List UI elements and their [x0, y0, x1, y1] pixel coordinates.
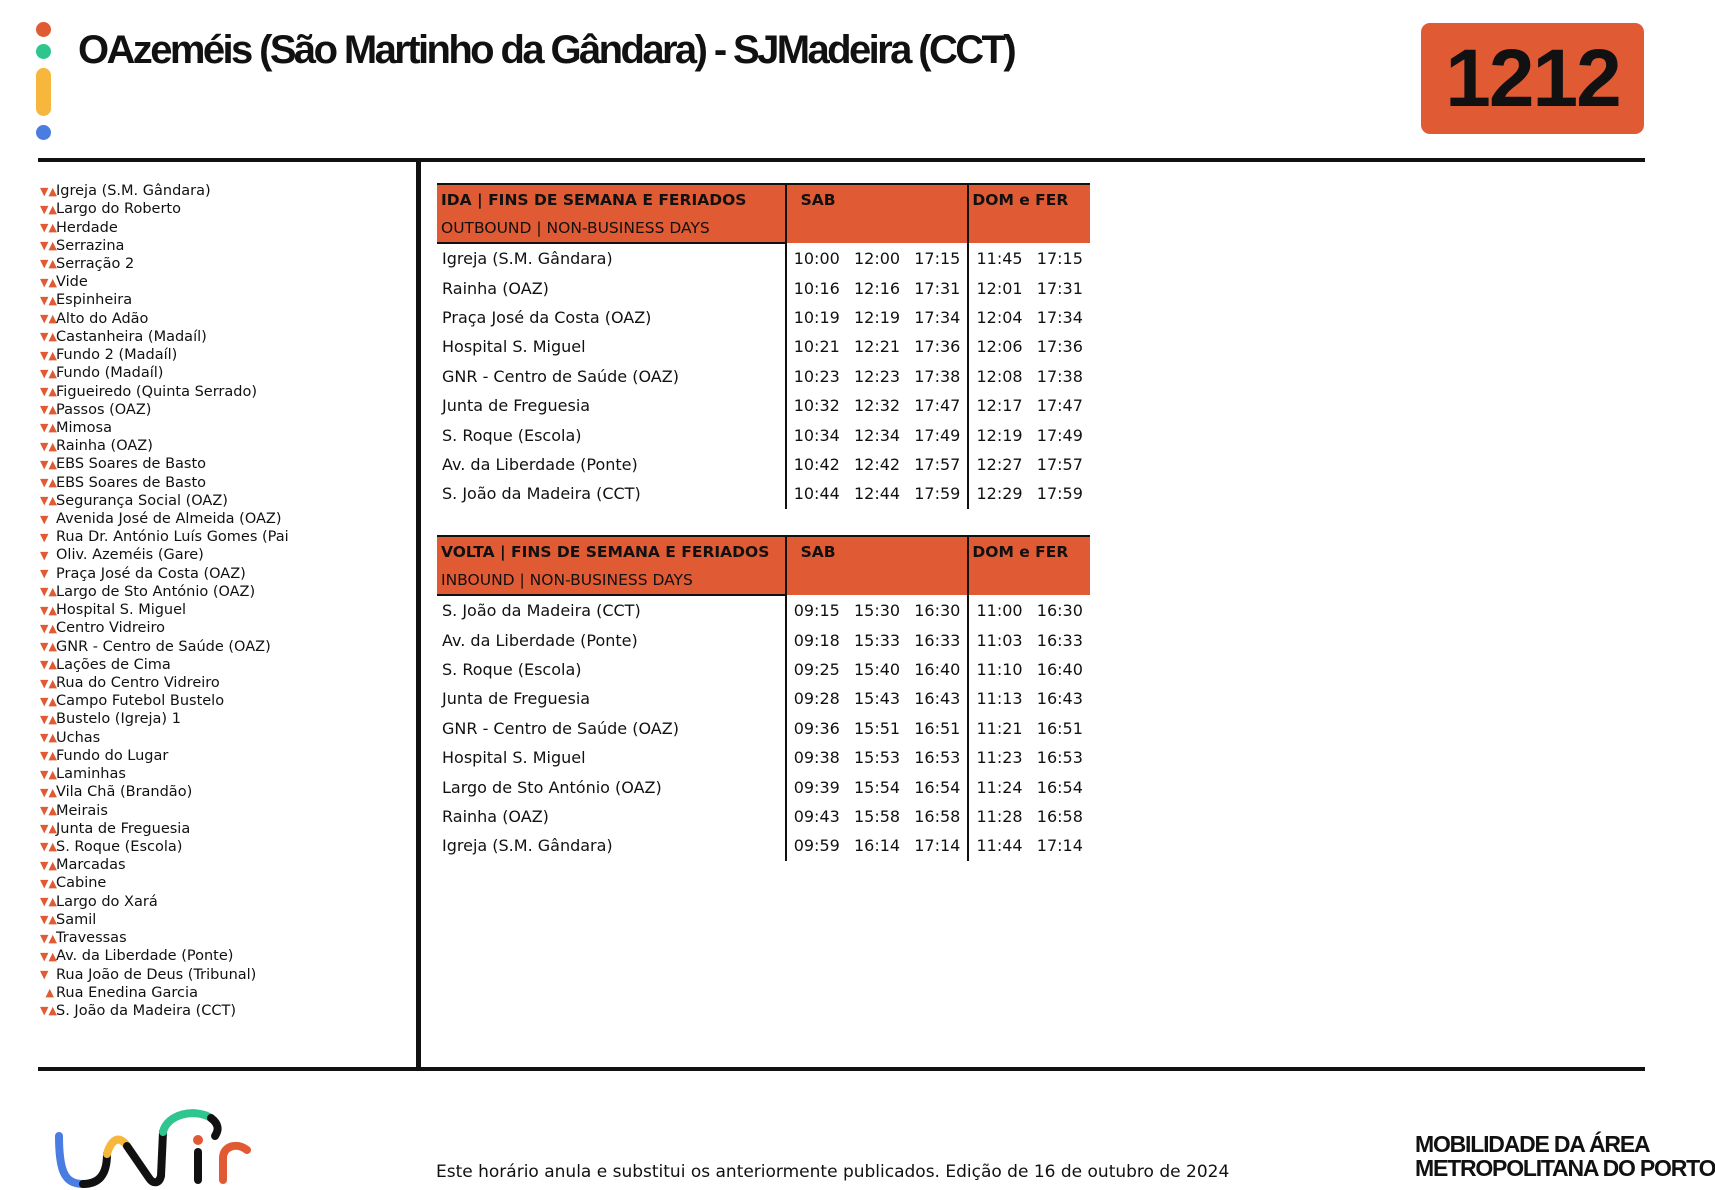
stop-name: Rua do Centro Vidreiro [56, 675, 220, 692]
time-cell-sab: 15:58 [853, 806, 901, 826]
time-cell-sab: 10:32 [786, 391, 847, 420]
stop-item [40, 218, 410, 236]
time-cell-dom: 12:08 [968, 362, 1029, 391]
direction-arrows-icon: ▼▲ [40, 494, 57, 508]
time-cell-dom: 11:10 [968, 655, 1029, 684]
stop-name: GNR - Centro de Saúde (OAZ) [56, 638, 271, 655]
brand-dots [36, 22, 52, 142]
stop-name: Lações de Cima [56, 656, 171, 673]
row-stop-name: Junta de Freguesia [442, 396, 591, 416]
direction-arrows-icon: ▼▲ [40, 913, 57, 927]
time-cell-dom: 16:54 [1036, 777, 1083, 797]
time-cell-sab: 12:23 [853, 366, 901, 386]
time-cell-dom: 11:45 [968, 243, 1029, 273]
direction-arrows-icon: ▼▲ [40, 184, 57, 198]
table-row [437, 595, 1090, 625]
time-cell-dom: 17:34 [1036, 307, 1083, 327]
stop-item [40, 328, 410, 346]
direction-arrows-icon: ▼▲ [40, 621, 57, 635]
outbound-col-dom: DOM e FER [968, 184, 1090, 243]
time-cell-sab: 09:38 [786, 743, 847, 772]
direction-arrows-icon: ▼▲ [40, 658, 57, 672]
direction-arrows-icon: ▼▲ [40, 366, 57, 380]
time-cell-sab: 10:16 [786, 273, 847, 302]
time-cell-dom: 11:24 [968, 772, 1029, 801]
stop-name: EBS Soares de Basto [56, 474, 207, 491]
stop-item [40, 965, 410, 983]
unir-logo [55, 1106, 260, 1188]
stop-name: Av. da Liberdade (Ponte) [56, 948, 234, 965]
time-cell-sab: 16:53 [914, 748, 961, 768]
brand-dot-yellow [36, 68, 51, 116]
time-cell-sab: 09:18 [786, 625, 847, 654]
stop-item [40, 419, 410, 437]
time-cell-dom: 17:49 [1036, 425, 1083, 445]
stop-item [40, 492, 410, 510]
stop-item [40, 856, 410, 874]
row-stop-name: Rainha (OAZ) [442, 278, 549, 298]
time-cell-sab: 12:44 [853, 484, 901, 504]
stop-item [40, 801, 410, 819]
time-cell-sab: 09:43 [786, 802, 847, 831]
stop-name: Samil [56, 911, 97, 928]
direction-arrows-icon: ▼▲ [40, 731, 57, 745]
table-row [437, 743, 1090, 772]
direction-arrows-icon: ▼▲ [40, 257, 57, 271]
brand-dot-blue [36, 125, 51, 140]
row-stop-name: S. João da Madeira (CCT) [442, 601, 641, 621]
direction-arrows-icon: ▼▲ [40, 931, 57, 945]
direction-arrows-icon: ▼▲ [40, 804, 57, 818]
row-stop-name: Praça José da Costa (OAZ) [442, 307, 652, 327]
time-cell-dom: 16:30 [1036, 600, 1083, 620]
direction-arrows-icon: ▼▲ [40, 785, 57, 799]
time-cell-sab: 17:34 [914, 307, 961, 327]
brand-dot-red [36, 22, 51, 37]
time-cell-sab: 10:34 [786, 420, 847, 449]
time-cell-dom: 11:44 [968, 831, 1029, 860]
stop-item [40, 182, 410, 200]
stop-item [40, 255, 410, 273]
time-cell-sab: 17:57 [914, 454, 961, 474]
time-cell-sab: 09:28 [786, 684, 847, 713]
stop-item [40, 565, 410, 583]
stop-name: Herdade [56, 219, 118, 236]
inbound-title: VOLTA | FINS DE SEMANA E FERIADOS [437, 536, 786, 566]
direction-arrows-icon: ▼▲ [40, 439, 57, 453]
time-cell-sab: 17:38 [914, 366, 961, 386]
stop-name: Vide [56, 274, 88, 291]
stop-name: Campo Futebol Bustelo [56, 693, 225, 710]
direction-arrows-icon: ▲ [40, 986, 54, 1000]
stop-item [40, 984, 410, 1002]
time-cell-sab: 09:36 [786, 714, 847, 743]
outbound-title: IDA | FINS DE SEMANA E FERIADOS [437, 184, 786, 214]
table-row [437, 332, 1090, 361]
stop-item [40, 528, 410, 546]
agency-name [1415, 1132, 1715, 1180]
stop-name: Passos (OAZ) [56, 401, 152, 418]
row-stop-name: S. Roque (Escola) [442, 659, 582, 679]
time-cell-dom: 12:01 [968, 273, 1029, 302]
row-stop-name: Rainha (OAZ) [442, 806, 549, 826]
direction-arrows-icon: ▼▲ [40, 293, 57, 307]
direction-arrows-icon: ▼ [40, 548, 49, 562]
stop-list [40, 182, 410, 1020]
time-cell-sab: 17:15 [914, 248, 961, 268]
inbound-col-sab: SAB [786, 536, 969, 595]
stop-name: Bustelo (Igreja) 1 [56, 711, 181, 728]
stop-item [40, 1002, 410, 1020]
row-stop-name: Hospital S. Miguel [442, 337, 586, 357]
time-cell-sab: 10:42 [786, 450, 847, 479]
time-cell-dom: 16:40 [1036, 659, 1083, 679]
direction-arrows-icon: ▼▲ [40, 858, 57, 872]
row-stop-name: Hospital S. Miguel [442, 748, 586, 768]
stop-name: Rua Dr. António Luís Gomes (Pai [56, 529, 289, 546]
time-cell-sab: 15:40 [853, 659, 901, 679]
table-row [437, 625, 1090, 654]
direction-arrows-icon: ▼▲ [40, 712, 57, 726]
stop-item [40, 783, 410, 801]
stop-item [40, 947, 410, 965]
time-cell-sab: 12:16 [853, 278, 901, 298]
time-cell-dom: 12:29 [968, 479, 1029, 508]
direction-arrows-icon: ▼ [40, 512, 49, 526]
time-cell-sab: 17:59 [914, 484, 961, 504]
time-cell-sab: 12:19 [853, 307, 901, 327]
table-row [437, 714, 1090, 743]
inbound-col-dom: DOM e FER [968, 536, 1090, 595]
stop-item [40, 692, 410, 710]
direction-arrows-icon: ▼▲ [40, 640, 57, 654]
stop-item [40, 583, 410, 601]
time-cell-dom: 11:13 [968, 684, 1029, 713]
table-row [437, 802, 1090, 831]
time-cell-dom: 17:38 [1036, 366, 1083, 386]
time-cell-sab: 10:00 [786, 243, 847, 273]
row-stop-name: GNR - Centro de Saúde (OAZ) [442, 718, 679, 738]
table-row [437, 362, 1090, 391]
row-stop-name: GNR - Centro de Saúde (OAZ) [442, 366, 679, 386]
direction-arrows-icon: ▼▲ [40, 330, 57, 344]
direction-arrows-icon: ▼▲ [40, 585, 57, 599]
time-cell-dom: 16:43 [1036, 689, 1083, 709]
time-cell-sab: 15:43 [853, 689, 901, 709]
stop-name: Largo do Xará [56, 893, 158, 910]
stop-item [40, 455, 410, 473]
time-cell-sab: 17:49 [914, 425, 961, 445]
row-stop-name: Igreja (S.M. Gândara) [442, 836, 613, 856]
stop-item [40, 893, 410, 911]
stop-name: Largo de Sto António (OAZ) [56, 583, 256, 600]
time-cell-sab: 12:34 [853, 425, 901, 445]
time-cell-dom: 17:47 [1036, 396, 1083, 416]
time-cell-sab: 10:23 [786, 362, 847, 391]
table-row [437, 420, 1090, 449]
time-cell-sab: 17:36 [914, 337, 961, 357]
time-cell-dom: 11:23 [968, 743, 1029, 772]
agency-line-1: MOBILIDADE DA ÁREA [1415, 1131, 1650, 1157]
stop-item [40, 619, 410, 637]
direction-arrows-icon: ▼▲ [40, 676, 57, 690]
stop-name: Fundo do Lugar [56, 747, 169, 764]
stop-item [40, 382, 410, 400]
time-cell-dom: 12:19 [968, 420, 1029, 449]
time-cell-sab: 10:44 [786, 479, 847, 508]
table-row [437, 303, 1090, 332]
stop-name: Rua Enedina Garcia [56, 984, 198, 1001]
table-row [437, 655, 1090, 684]
time-cell-dom: 11:03 [968, 625, 1029, 654]
stop-name: Rainha (OAZ) [56, 438, 153, 455]
inbound-timetable [437, 535, 1090, 861]
stop-item [40, 200, 410, 218]
stop-name: Espinheira [56, 292, 133, 309]
direction-arrows-icon: ▼▲ [40, 1004, 57, 1018]
time-cell-sab: 09:25 [786, 655, 847, 684]
time-cell-sab: 15:51 [853, 718, 901, 738]
time-cell-dom: 12:06 [968, 332, 1029, 361]
stop-name: Uchas [56, 729, 101, 746]
time-cell-sab: 16:43 [914, 689, 961, 709]
direction-arrows-icon: ▼▲ [40, 457, 57, 471]
time-cell-dom: 16:51 [1036, 718, 1083, 738]
direction-arrows-icon: ▼ [40, 530, 49, 544]
time-cell-sab: 16:51 [914, 718, 961, 738]
inbound-subtitle: INBOUND | NON-BUSINESS DAYS [437, 566, 786, 595]
table-row [437, 273, 1090, 302]
time-cell-dom: 17:36 [1036, 337, 1083, 357]
stop-name: Junta de Freguesia [56, 820, 191, 837]
time-cell-sab: 10:21 [786, 332, 847, 361]
bottom-divider [38, 1067, 1645, 1071]
stop-item [40, 291, 410, 309]
time-cell-sab: 17:14 [914, 836, 961, 856]
stop-item [40, 546, 410, 564]
time-cell-sab: 12:21 [853, 337, 901, 357]
time-cell-sab: 16:54 [914, 777, 961, 797]
row-stop-name: Largo de Sto António (OAZ) [442, 777, 662, 797]
time-cell-sab: 09:39 [786, 772, 847, 801]
stop-item [40, 601, 410, 619]
time-cell-dom: 17:14 [1036, 836, 1083, 856]
direction-arrows-icon: ▼▲ [40, 840, 57, 854]
stop-item [40, 747, 410, 765]
time-cell-dom: 16:58 [1036, 806, 1083, 826]
direction-arrows-icon: ▼▲ [40, 767, 57, 781]
table-row [437, 450, 1090, 479]
stop-item [40, 346, 410, 364]
stop-name: Laminhas [56, 766, 126, 783]
direction-arrows-icon: ▼ [40, 968, 49, 982]
stop-name: Fundo (Madaíl) [56, 365, 164, 382]
stop-item [40, 674, 410, 692]
row-stop-name: S. João da Madeira (CCT) [442, 484, 641, 504]
stop-item [40, 273, 410, 291]
stop-item [40, 729, 410, 747]
time-cell-dom: 17:59 [1036, 484, 1083, 504]
stop-item [40, 637, 410, 655]
stop-name: Travessas [56, 930, 127, 947]
table-row [437, 243, 1090, 273]
stop-item [40, 510, 410, 528]
stop-name: Alto do Adão [56, 310, 149, 327]
direction-arrows-icon: ▼▲ [40, 221, 57, 235]
stop-name: Hospital S. Miguel [56, 602, 187, 619]
row-stop-name: Av. da Liberdade (Ponte) [442, 454, 638, 474]
table-row [437, 479, 1090, 508]
time-cell-sab: 16:40 [914, 659, 961, 679]
direction-arrows-icon: ▼▲ [40, 749, 57, 763]
time-cell-sab: 15:54 [853, 777, 901, 797]
time-cell-dom: 12:27 [968, 450, 1029, 479]
direction-arrows-icon: ▼▲ [40, 385, 57, 399]
time-cell-sab: 16:58 [914, 806, 961, 826]
table-row [437, 391, 1090, 420]
time-cell-sab: 15:30 [853, 600, 901, 620]
stop-item [40, 874, 410, 892]
stop-name: Marcadas [56, 857, 126, 874]
outbound-subtitle: OUTBOUND | NON-BUSINESS DAYS [437, 214, 786, 243]
stop-item [40, 237, 410, 255]
table-row [437, 772, 1090, 801]
stop-name: Avenida José de Almeida (OAZ) [56, 511, 282, 528]
direction-arrows-icon: ▼▲ [40, 603, 57, 617]
stop-name: Igreja (S.M. Gândara) [56, 183, 211, 200]
time-cell-dom: 11:00 [968, 595, 1029, 625]
stop-name: Segurança Social (OAZ) [56, 492, 228, 509]
agency-line-2: METROPOLITANA DO PORTO [1415, 1155, 1715, 1181]
route-number-badge: 1212 [1421, 23, 1644, 134]
stop-name: Serrazina [56, 237, 125, 254]
time-cell-sab: 15:33 [853, 630, 901, 650]
stop-name: Serração 2 [56, 255, 135, 272]
time-cell-sab: 09:59 [786, 831, 847, 860]
direction-arrows-icon: ▼▲ [40, 239, 57, 253]
column-divider [416, 160, 421, 1069]
stop-name: S. Roque (Escola) [56, 838, 183, 855]
stop-name: Oliv. Azeméis (Gare) [56, 547, 204, 564]
direction-arrows-icon: ▼▲ [40, 694, 57, 708]
outbound-col-sab: SAB [786, 184, 969, 243]
stop-name: Praça José da Costa (OAZ) [56, 565, 246, 582]
time-cell-sab: 10:19 [786, 303, 847, 332]
top-divider [38, 158, 1645, 162]
stop-item [40, 310, 410, 328]
direction-arrows-icon: ▼▲ [40, 275, 57, 289]
time-cell-dom: 11:21 [968, 714, 1029, 743]
time-cell-sab: 12:42 [853, 454, 901, 474]
direction-arrows-icon: ▼▲ [40, 202, 57, 216]
direction-arrows-icon: ▼▲ [40, 312, 57, 326]
page-title: OAzeméis (São Martinho da Gândara) - SJMadeira (CCT) [78, 28, 1015, 72]
time-cell-sab: 15:53 [853, 748, 901, 768]
direction-arrows-icon: ▼▲ [40, 348, 57, 362]
direction-arrows-icon: ▼▲ [40, 421, 57, 435]
direction-arrows-icon: ▼▲ [40, 895, 57, 909]
stop-item [40, 656, 410, 674]
direction-arrows-icon: ▼▲ [40, 876, 57, 890]
time-cell-dom: 11:28 [968, 802, 1029, 831]
time-cell-dom: 16:53 [1036, 748, 1083, 768]
direction-arrows-icon: ▼▲ [40, 403, 57, 417]
direction-arrows-icon: ▼▲ [40, 949, 57, 963]
stop-name: Castanheira (Madaíl) [56, 328, 207, 345]
stop-name: Figueiredo (Quinta Serrado) [56, 383, 257, 400]
table-row [437, 831, 1090, 860]
time-cell-dom: 12:04 [968, 303, 1029, 332]
stop-name: Cabine [56, 875, 107, 892]
time-cell-sab: 16:30 [914, 600, 961, 620]
stop-item [40, 911, 410, 929]
stop-item [40, 820, 410, 838]
time-cell-dom: 17:31 [1036, 278, 1083, 298]
stop-name: Mimosa [56, 419, 112, 436]
time-cell-sab: 12:32 [853, 396, 901, 416]
stop-name: Rua João de Deus (Tribunal) [56, 966, 257, 983]
stop-item [40, 710, 410, 728]
stop-name: EBS Soares de Basto [56, 456, 207, 473]
stop-name: S. João da Madeira (CCT) [56, 1002, 237, 1019]
direction-arrows-icon: ▼▲ [40, 476, 57, 490]
time-cell-sab: 09:15 [786, 595, 847, 625]
stop-name: Vila Chã (Brandão) [56, 784, 193, 801]
edition-note: Este horário anula e substitui os anteriormente publicados. Edição de 16 de outubro de 2024 [436, 1162, 1230, 1182]
time-cell-sab: 16:33 [914, 630, 961, 650]
stop-item [40, 929, 410, 947]
time-cell-sab: 17:47 [914, 396, 961, 416]
row-stop-name: Igreja (S.M. Gândara) [442, 249, 613, 269]
direction-arrows-icon: ▼ [40, 567, 49, 581]
stop-name: Fundo 2 (Madaíl) [56, 347, 178, 364]
stop-item [40, 437, 410, 455]
time-cell-sab: 12:00 [853, 248, 901, 268]
time-cell-sab: 16:14 [853, 836, 901, 856]
time-cell-sab: 17:31 [914, 278, 961, 298]
stop-item [40, 765, 410, 783]
brand-dot-green [36, 44, 51, 59]
stop-name: Largo do Roberto [56, 201, 181, 218]
time-cell-dom: 12:17 [968, 391, 1029, 420]
stop-item [40, 474, 410, 492]
stop-name: Meirais [56, 802, 108, 819]
stop-item [40, 838, 410, 856]
time-cell-dom: 17:57 [1036, 454, 1083, 474]
row-stop-name: Junta de Freguesia [442, 689, 591, 709]
row-stop-name: S. Roque (Escola) [442, 425, 582, 445]
row-stop-name: Av. da Liberdade (Ponte) [442, 630, 638, 650]
table-row [437, 684, 1090, 713]
time-cell-dom: 17:15 [1036, 248, 1083, 268]
direction-arrows-icon: ▼▲ [40, 822, 57, 836]
time-cell-dom: 16:33 [1036, 630, 1083, 650]
outbound-timetable [437, 183, 1090, 509]
stop-item [40, 401, 410, 419]
stop-name: Centro Vidreiro [56, 620, 165, 637]
stop-item [40, 364, 410, 382]
